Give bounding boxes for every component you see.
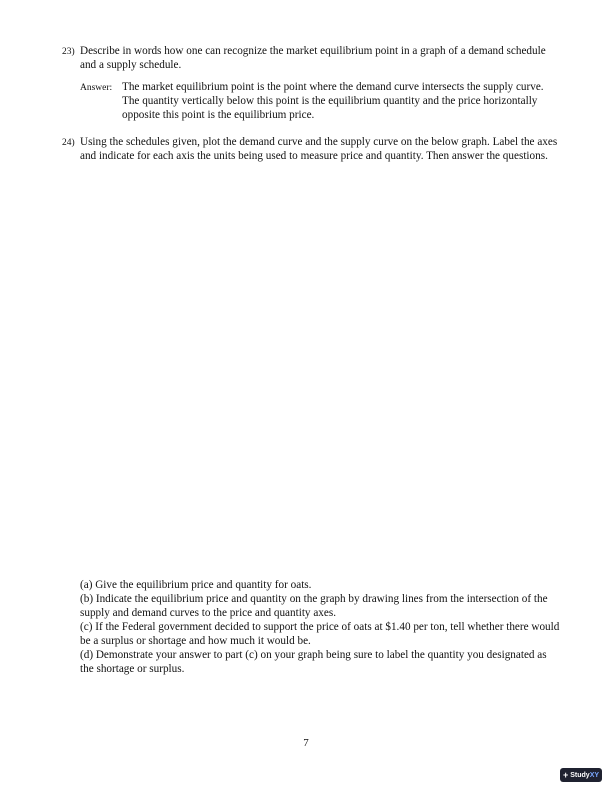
question-23-number: 23) — [62, 47, 75, 57]
question-24 — [62, 135, 562, 163]
blank-graph-area — [80, 185, 560, 570]
question-24-number: 24) — [62, 138, 75, 148]
plus-icon: + — [562, 769, 569, 780]
question-23 — [62, 44, 562, 72]
question-24-text: Using the schedules given, plot the demand curve and the supply curve on the below graph. Label the axes and indicate for each axis the units being used to measure price and quantity. Then answer the questions. — [80, 136, 558, 162]
page-number: 7 — [303, 737, 309, 749]
studyxy-badge — [560, 768, 602, 782]
part-a: (a) Give the equilibrium price and quantity for oats. — [80, 579, 312, 591]
answer-23-label: Answer: — [80, 83, 113, 93]
question-23-text: Describe in words how one can recognize the market equilibrium point in a graph of a demand schedule and a supply schedule. — [80, 45, 546, 71]
part-c: (c) If the Federal government decided to support the price of oats at $1.40 per ton, tell whether there would be a surplus or shortage and how much it would be. — [80, 621, 560, 647]
answer-23 — [80, 80, 560, 122]
part-d: (d) Demonstrate your answer to part (c) on your graph being sure to label the quantity you designated as the shortage or surplus. — [80, 649, 547, 675]
question-24-parts — [80, 578, 560, 676]
badge-brand: StudyXY — [570, 771, 600, 779]
part-b: (b) Indicate the equilibrium price and quantity on the graph by drawing lines from the intersection of the supply and demand curves to the price and quantity axes. — [80, 593, 548, 619]
answer-23-text: The market equilibrium point is the point where the demand curve intersects the supply curve. The quantity vertically below this point is the equilibrium quantity and the price horizontally opposite this point is the equilibrium price. — [122, 81, 544, 121]
